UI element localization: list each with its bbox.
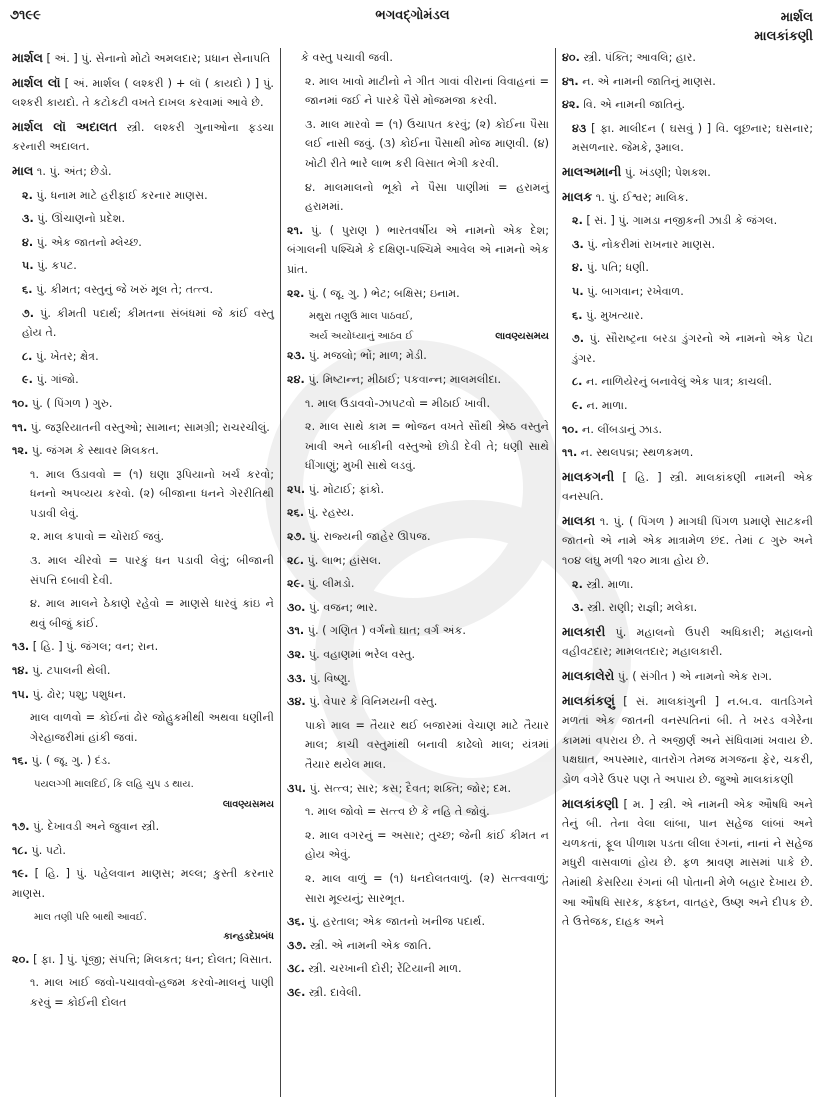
dictionary-entry <box>12 117 274 157</box>
sense-number: ૧૮. <box>12 843 28 857</box>
citation-quote: પયલગ્ગી માલદિઈ, કિ લહિ ચુપ ડ થાય. <box>34 779 194 790</box>
entry-headword: માર્શલ લૉ <box>12 74 61 90</box>
sense-item <box>287 936 549 956</box>
sense-item <box>287 645 549 665</box>
sense-number: ૧૩. <box>12 640 30 654</box>
sense-definition: પું. લીમડો. <box>308 577 355 591</box>
sense-definition: ન. નાળિયેરનું બનાવેલું એક પાત્ર; કાચલી. <box>585 375 772 389</box>
sense-item <box>287 574 549 594</box>
sense-definition: પું. લાભ; હાંસલ. <box>307 553 382 567</box>
sense-item <box>562 258 813 278</box>
sense-item <box>12 637 274 657</box>
idiom-item: ૨. માલ કપાવો = ચોરાઈ જવું. <box>30 530 165 544</box>
sense-definition: પું. વેપાર કે વિનિમયની વસ્તુ. <box>309 695 438 709</box>
sense-definition: ન. માળા. <box>586 398 628 412</box>
idiom-item: ૨. માલ સાથે કામ = ભોજન વખતે સૌથી શ્રેષ્ઠ વસ્તુને ખાવી અને બાકીની વસ્તુઓ છોડી દેવી તે; ધણી સાથે ધીંગાણું; મુખી સાથે લડવું. <box>305 420 549 473</box>
sense-definition: ન. સ્થલપદ્મ; સ્થળકમળ. <box>580 446 694 460</box>
guide-words <box>754 8 813 46</box>
sense-number: ૧૨. <box>12 444 29 458</box>
entry-definition: પું. ( સંગીત ) એ નામનો એક રાગ. <box>617 670 772 684</box>
sense-item <box>562 235 813 255</box>
sense-item <box>287 983 549 1003</box>
page-header <box>0 6 825 46</box>
sense-definition: પું. ઊંચાણનો પ્રદેશ. <box>37 212 126 226</box>
sense-number: ૧૪. <box>12 664 29 678</box>
sense-number: ૧૦. <box>562 422 579 436</box>
entry-headword: માલ <box>12 162 34 178</box>
sense-number: ૩૧. <box>287 624 305 638</box>
sense-item <box>287 959 549 979</box>
sense-item <box>562 282 813 302</box>
dictionary-entry <box>562 622 813 662</box>
dictionary-entry <box>562 794 813 932</box>
sense-number: ૧૦. <box>12 396 29 410</box>
sense-number: ૩. <box>22 212 34 226</box>
sense-item <box>12 817 274 837</box>
dictionary-entry <box>562 162 813 183</box>
column-3 <box>555 48 819 1097</box>
sense-item <box>562 306 813 326</box>
sense-number: ૧૯. <box>12 867 29 881</box>
idiom-item: ૧. માલ ખાઈ જવો-પચાવવો-હજમ કરવો-માલનું પાણી કરવું = કોઈની દોલત <box>30 976 274 1009</box>
citation-source: કાન્હડદેપ્રબંધ <box>223 931 274 943</box>
entry-headword: માલકા <box>562 512 596 528</box>
sense-definition: સ્ત્રી. માળા. <box>586 577 634 591</box>
sense-item <box>287 621 549 641</box>
sense-number: ૩૫. <box>287 781 307 795</box>
sense-definition: પું. પતિ; ધણી. <box>586 261 649 275</box>
sense-definition: સ્ત્રી. પંક્તિ; આવલિ; હાર. <box>583 51 696 64</box>
entry-definition: પું. ખંડણી; પેશકશ. <box>624 165 711 179</box>
sense-item <box>12 233 274 253</box>
sense-item <box>12 685 274 705</box>
sense-definition: પું. વજન; ભાર. <box>309 600 378 614</box>
sense-definition: પું. ટપાલની થેલી. <box>32 664 111 678</box>
sense-item <box>12 751 274 771</box>
sense-number: ૩૭. <box>287 938 307 952</box>
idiom-item: ૨. માલ વગરનું = અસાર; તુચ્છ; જેની કાંઈ કીમત ન હોય એવું. <box>305 828 549 862</box>
sense-item <box>287 346 549 366</box>
entry-definition: પું. મહાલનો ઉપરી અધિકારી; મહાલનો વહીવટદાર; મામલતદાર; મહાલકારી. <box>562 625 813 659</box>
sense-definition: પું. નોકરીમાં રાખનાર માણસ. <box>587 237 715 251</box>
sense-definition: પું. રાજ્યની જાહેર ઊપજ. <box>309 530 431 544</box>
sense-definition: પું. મોટાઈ; ફાંકો. <box>308 482 384 496</box>
sense-number: ૩. <box>572 601 584 615</box>
sense-definition: પું. બાગવાન; રખેવાળ. <box>587 284 684 298</box>
sense-definition: પું. મિષ્ટાન્ન; મીઠાઈ; પકવાન્ન; માલમલીદા. <box>308 372 502 386</box>
sense-number: ૨૯. <box>287 577 305 591</box>
sense-definition: પું. જરૂરિયાતની વસ્તુઓ; સામાન; સામગ્રી; રાચરચીલું. <box>30 420 270 434</box>
sense-item <box>562 95 813 115</box>
sense-number: ૨૬. <box>287 506 305 520</box>
sense-item <box>287 221 549 280</box>
idiom-item: ૧. માલ ઉડાવવો = (૧) ઘણા રૂપિયાનો ખર્ચ કરવો; ધનનો અપવ્યય કરવો. (૨) બીજાના ધનને ગેરરીતિથી પડાવી લેવું. <box>30 467 274 520</box>
idiom-item: ૧. માલ જોવો = સત્ત્વ છે કે નહિ તે જોવું. <box>305 805 490 819</box>
column-1 <box>6 48 280 1097</box>
sense-item <box>12 418 274 438</box>
entry-headword: માલકાંકણી <box>562 795 619 811</box>
sense-number: ૨૭. <box>287 530 306 544</box>
sense-number: ૮. <box>22 349 33 363</box>
columns <box>6 48 819 1097</box>
citation-source: લાવણ્યસમય <box>222 798 274 810</box>
sense-number: ૨૮. <box>287 553 304 567</box>
sense-definition: ન. એ નામની જાતિનું માણસ. <box>582 74 716 88</box>
citation-text: અર્ય અયોધ્યાનું આઠવ ઈ <box>309 330 414 342</box>
sense-number: ૨૪. <box>287 372 305 386</box>
sense-item <box>12 841 274 861</box>
sense-definition: પું. ( જૂ. ગુ. ) દંડ. <box>31 754 111 768</box>
sense-item <box>287 527 549 547</box>
sense-definition: વિ. એ નામની જાતિનું. <box>583 98 686 112</box>
sense-definition: ન. લીંબડાનું ઝાડ. <box>582 422 663 436</box>
sense-number: ૩૬. <box>287 915 305 929</box>
sense-item <box>287 598 549 618</box>
sense-item <box>12 280 274 300</box>
sense-number: ૪૩ <box>572 121 587 135</box>
sense-item <box>287 779 549 799</box>
idiom-item: પાકો માલ = તૈયાર થઈ બજારમાં વેચાણ માટે તૈયાર માલ; કાચી વસ્તુમાંથી બનાવી કાઢેલો માલ; યંત્રમાં તૈયાર થયેલ માલ. <box>305 718 549 771</box>
sense-number: ૨. <box>572 214 583 228</box>
sense-number: ૩. <box>572 237 584 251</box>
entry-headword: માર્શલ <box>12 50 43 65</box>
sense-definition: પું. ખેતર; ક્ષેત્ર. <box>35 349 99 363</box>
sense-item <box>12 256 274 276</box>
sense-definition: સ્ત્રી. ચરખાની દોરી; રેંટિયાની માળ. <box>308 962 462 976</box>
idiom-item: ૩. માલ ચીરવો = પારકું ધન પડાવી લેવું; બીજાની સંપત્તિ દબાવી દેવી. <box>30 554 274 587</box>
entry-definition: [ હિ. ] સ્ત્રી. માલકાંકણી નામની એક વનસ્પતિ. <box>562 470 813 504</box>
sense-definition: પું. કીમતી પદાર્થ; કીમતના સંબંધમાં જે કાંઈ વસ્તુ હોય તે. <box>22 306 274 340</box>
idiom-item: ૧. માલ ઉડાવવો-ઝાપટવો = મીઠાઈ ખાવી. <box>305 396 491 410</box>
sense-item <box>287 551 549 571</box>
sense-number: ૪૧. <box>562 74 579 88</box>
sense-definition: પું. એક જાતનો મ્લેચ્છ. <box>36 235 142 249</box>
continued-text: કે વસ્તુ પચાવી જવી. <box>301 51 393 64</box>
sense-definition: સ્ત્રી. રાણી; રાજ્ઞી; મલેકા. <box>587 601 698 615</box>
sense-definition: સ્ત્રી. દાવેલી. <box>308 985 362 999</box>
sense-definition: પું. રહસ્ય. <box>307 506 355 520</box>
sense-definition: પું. ( પુરાણ ) ભારતવર્ષીય એ નામનો એક દેશ; બંગાલની પશ્ચિમે કે દક્ષિણ-પશ્ચિમે આવેલ એ નામનો એક પ્રાંત. <box>287 223 549 276</box>
sense-item <box>12 304 274 343</box>
sense-number: ૫. <box>572 284 584 298</box>
sense-item <box>12 209 274 229</box>
sense-number: ૫. <box>22 259 34 273</box>
idiom-item: ૪. માલમાલનો ભૂકો ને પૈસા પાણીમાં = હરામનું હરામમાં. <box>305 180 549 214</box>
sense-number: ૯. <box>22 373 33 387</box>
sense-number: ૧૬. <box>12 754 28 768</box>
sense-item <box>562 119 813 158</box>
idiom-item: ૩. માલ મારવો = (૧) ઉચાપત કરવું; (૨) કોઈના પૈસા લઈ નાસી જવું. (૩) કોઈના પૈસાથી મોજ માણવી. (૪) ખોટી રીતે ભારે લાભ કરી વિસાત ભેગી કરવી. <box>305 117 549 170</box>
sense-item <box>12 186 274 206</box>
sense-definition: પું. વિષ્ણુ. <box>309 671 351 685</box>
entry-definition: [ અં. માર્શલ ( લશ્કરી ) + લૉ ( કાયદો ) ] પું. લશ્કરી કાયદો. તે કટોકટી વખતે દાખલ કરવામાં આવે છે. <box>12 76 274 110</box>
sense-item <box>12 370 274 390</box>
sense-definition: પું. મજલો; ભોં; માળ; મેડી. <box>308 349 427 363</box>
sense-item <box>562 575 813 595</box>
sense-definition: પું. ગાંજો. <box>36 373 79 387</box>
sense-number: ૧૫. <box>12 687 30 701</box>
entry-definition: [ મ. ] સ્ત્રી. એ નામની એક ઔષધિ અને તેનું બી. તેના વેલા લાંબા, પાન સહેજ લાંબાં અને ચળકતાં, ફૂલ પીળાશ પડતા લીલા રંગનાં, નાનાં ને સહેજ મધુરી વાસવાળાં હોય છે. ફળ શ્રાવણ માસમાં પાકે છે. તેમાંથી કેસરિયા રંગનાં બી પોતાની મેળે બહાર દેખાય છે. આ ઔષધિ સારક, કફઘ્ન, વાતહર, ઉષ્ણ અને દીપક છે. તે ઉત્તેજક, દાહક અને <box>562 797 813 929</box>
citation-quote: મથુરા તણુઉ માલ પાઠવઈ, <box>309 311 413 323</box>
sense-definition: પું. ( પિંગળ ) ગુરુ. <box>32 396 113 410</box>
entry-headword: માલઅમાની <box>562 163 622 179</box>
sense-definition: [ હિ. ] પું. જંગલ; વન; રાન. <box>32 640 159 654</box>
sense-definition: પું. મુખત્યાર. <box>586 308 644 322</box>
sense-number: ૪૦. <box>562 51 580 64</box>
sense-definition: પું. કપટ. <box>37 259 77 273</box>
sense-item <box>562 329 813 368</box>
sense-definition: પું. કીમત; વસ્તુનું જે ખરું મૂલ તે; તત્ત્વ. <box>36 282 214 296</box>
sense-number: ૮. <box>572 375 583 389</box>
sense-definition: પું. દેખાવડી અને જુવાન સ્ત્રી. <box>33 820 160 834</box>
sense-item <box>12 441 274 461</box>
guide-word-last: માલકાંકણી <box>754 29 813 44</box>
page-number: ૭૧૯૯ <box>10 8 41 23</box>
sense-number: ૪૨. <box>562 98 580 112</box>
sense-item <box>287 480 549 500</box>
sense-item <box>12 950 274 970</box>
dictionary-entry <box>562 511 813 571</box>
entry-definition: ૧. પું. ઈશ્વર; માલિક. <box>595 190 689 204</box>
entry-headword: માલકારી <box>562 623 606 639</box>
sense-number: ૨૧. <box>287 223 304 237</box>
dictionary-entry <box>562 691 813 790</box>
sense-item <box>562 211 813 231</box>
sense-number: ૨૦. <box>12 952 30 966</box>
sense-number: ૩૯. <box>287 985 306 999</box>
sense-item <box>562 396 813 416</box>
sense-definition: પું. ઢોર; પશુ; પશુધન. <box>32 687 127 701</box>
sense-item <box>287 692 549 712</box>
column-2 <box>280 48 555 1097</box>
citation-source: લાવણ્યસમય <box>495 330 549 342</box>
sense-item <box>287 912 549 932</box>
sense-item <box>562 48 813 68</box>
dictionary-entry <box>562 666 813 687</box>
dictionary-entry <box>12 48 274 69</box>
sense-definition: પું. સૌરાષ્ટ્રના બરડા ડુંગરનો એ નામનો એક પેટા ડુંગર. <box>572 332 814 365</box>
sense-number: ૩૮. <box>287 962 305 976</box>
sense-number: ૪. <box>22 235 34 249</box>
entry-definition: ૧. પું. અંત; છેડો. <box>36 164 112 178</box>
sense-item <box>12 661 274 681</box>
sense-definition: પું. જંગમ કે સ્થાવર મિલકત. <box>31 444 159 458</box>
idiom-item: ૨. માલ ખાવો માટીનો ને ગીત ગાવાં વીરાનાં વિવાહનાં = જાનમાં જઈ ને પારકે પૈસે મોજમજા કરવી. <box>305 74 549 108</box>
sense-number: ૬. <box>572 308 583 322</box>
sense-number: ૨. <box>572 577 583 591</box>
sense-item <box>562 72 813 92</box>
sense-number: ૩૪. <box>287 695 306 709</box>
entry-headword: માલકાલેરો <box>562 668 615 684</box>
entry-definition: ૧. પું. ( પિંગળ ) માગધી પિંગળ પ્રમાણે સાટકની જાતનો એ નામે એક માત્રામેળ છંદ. તેમાં ૮ ગુરુ અને ૧૦૪ લઘુ મળી ૧૨૦ માત્રા હોય છે. <box>562 514 813 568</box>
sense-definition: [ સં. ] પું. ગામડા નજીકની ઝાડી કે જંગલ. <box>586 214 778 228</box>
sense-number: ૬. <box>22 282 33 296</box>
sense-definition: પું. સત્ત્વ; સાર; કસ; દૈવત; શક્તિ; જોર; દમ. <box>309 781 512 795</box>
sense-item <box>287 284 549 304</box>
citation-quote: માલ તણી પરિ બાથી આવઈ. <box>34 911 147 923</box>
idiom-item: માલ વાળવો = કોઈનાં ઢોર જોહુકમીથી અથવા ધણીની ગેરહાજરીમાં હાંકી જવાં. <box>30 711 274 744</box>
sense-definition: પું. વહાણમાં ભરેલ વસ્તુ. <box>308 648 416 662</box>
sense-item <box>562 443 813 463</box>
sense-definition: પું. ( જૂ. ગુ. ) ભેટ; બક્ષિસ; ઇનામ. <box>307 286 460 300</box>
dictionary-entry <box>12 73 274 113</box>
entry-definition: [ સં. માલકાંગુની ] ન.બ.વ. વાતડિગને મળતાં એક જાતની વનસ્પતિનાં બી. તે ખરડ વગેરેના કામમાં વપરાય છે. તે અજીર્ણ અને સંધિવામાં ખવાય છે. પક્ષઘાત, અપસ્માર, વાતરોગ તેમજ મગજના ફેર, ચકરી, ડોળ વગેરે ઉપર પણ તે અપાય છે. જુઓ માલકાંકણી <box>562 694 814 786</box>
sense-number: ૩૩. <box>287 671 307 685</box>
sense-number: ૨૩. <box>287 349 306 363</box>
sense-definition: [ હિ. ] પું. પહેલવાન માણસ; મલ્લ; કુસ્તી કરનાર માણસ. <box>12 867 274 900</box>
entry-headword: માલકગની <box>562 468 615 484</box>
guide-word-first: માર્શલ <box>780 10 813 25</box>
sense-definition: [ ફા. ] પું. પૂંજી; સંપત્તિ; મિલકત; ધન; દોલત; વિસાત. <box>33 952 273 966</box>
sense-number: ૭. <box>572 332 585 346</box>
sense-item <box>287 370 549 390</box>
sense-item <box>287 669 549 689</box>
sense-definition: પું. પટો. <box>31 843 66 857</box>
citation-quote <box>287 327 549 347</box>
sense-item <box>562 372 813 392</box>
sense-definition: પું. હરતાલ; એક જાતનો ખનીજ પદાર્થ. <box>308 915 486 929</box>
sense-item <box>562 420 813 440</box>
sense-number: ૧૧. <box>12 420 28 434</box>
sense-number: ૧૭. <box>12 820 30 834</box>
dictionary-entry <box>562 187 813 208</box>
idiom-item: ૨. માલ વાળું = (૧) ધનદોલતવાળું. (૨) સત્ત્વવાળું; સારા મૂલ્યનું; સારભૂત. <box>305 871 549 905</box>
sense-number: ૩૦. <box>287 600 306 614</box>
sense-item <box>562 598 813 618</box>
sense-number: ૩૨. <box>287 648 306 662</box>
sense-item <box>12 347 274 367</box>
entry-definition: [ અં. ] પું. સેનાનો મોટો અમલદાર; પ્રધાન સેનાપતિ <box>46 52 271 65</box>
idiom-item: ૪. માલ માલને ઠેકાણે રહેવો = માણસે ધારવું કાંઇ ને થવું બીજું કાંઈ. <box>30 597 274 630</box>
entry-headword: માર્શલ લૉ અદાલત <box>12 118 118 134</box>
entry-headword: માલકાંકણું <box>562 692 615 708</box>
dictionary-entry <box>12 161 274 182</box>
sense-number: ૪. <box>572 261 584 275</box>
sense-item <box>12 394 274 414</box>
sense-number: ૧૧. <box>562 446 578 460</box>
sense-definition: [ ફા. માલીદન ( ઘસવું ) ] વિ. લૂછનાર; ઘસનાર; મસળનાર. જેમકે, રૂમાલ. <box>572 121 813 155</box>
sense-number: ૨૫. <box>287 482 306 496</box>
dictionary-entry <box>562 467 813 507</box>
sense-definition: સ્ત્રી. એ નામની એક જાતિ. <box>310 938 432 952</box>
sense-item <box>12 864 274 903</box>
sense-definition: પું. ( ગણિત ) વર્ગનો ઘાત; વર્ગ અંક. <box>307 624 466 638</box>
sense-number: ૯. <box>572 398 583 412</box>
book-title: ભગવદ્ગોમંડલ <box>375 8 450 23</box>
entry-definition: સ્ત્રી. લશ્કરી ગુનાઓના ફડચા કરનારી અદાલત. <box>12 120 275 154</box>
sense-number: ૭. <box>22 306 35 320</box>
sense-item <box>287 503 549 523</box>
sense-number: ૨. <box>22 188 33 202</box>
sense-number: ૨૨. <box>287 286 305 300</box>
entry-headword: માલક <box>562 188 593 204</box>
sense-definition: પું. ધનામ માટે હરીફાઈ કરનાર માણસ. <box>36 188 208 202</box>
